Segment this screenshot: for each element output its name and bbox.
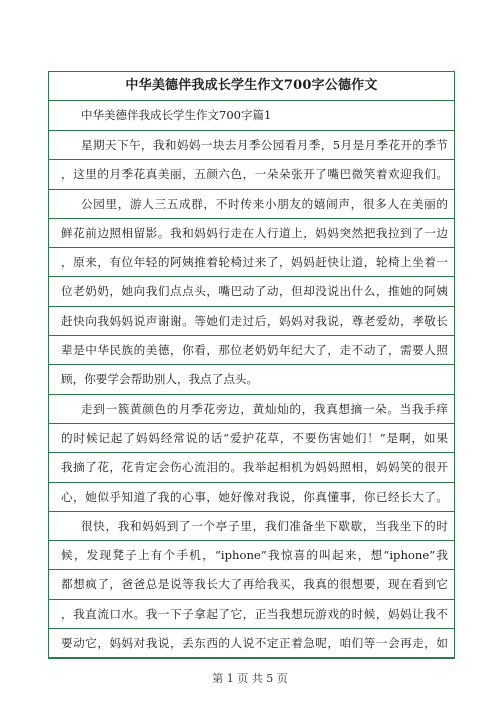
text-line: 顾，你要学会帮助别人，我点了点头。 (49, 365, 454, 394)
text-line: 候，发现凳子上有个手机，“iphone”我惊喜的叫起来，想“iphone”我 (49, 541, 454, 570)
document-body (49, 131, 454, 658)
document-sheet (48, 71, 455, 659)
text-line: ，我直流口水。我一下子拿起了它，正当我想玩游戏的时候，妈妈让我不 (49, 600, 454, 629)
text-line: 公园里，游人三五成群，不时传来小朋友的嬉闹声，很多人在美丽的 (49, 190, 454, 219)
text-line: 赶快向我妈妈说声谢谢。等她们走过后，妈妈对我说，尊老爱幼，孝敬长 (49, 307, 454, 336)
text-line: 心，她似乎知道了我的心事，她好像对我说，你真懂事，你已经长大了。 (49, 483, 454, 512)
text-line: 我摘了花，花肯定会伤心流泪的。我举起相机为妈妈照相，妈妈笑的很开 (49, 453, 454, 482)
text-line: 的时候记起了妈妈经常说的话“爱护花草，不要伤害她们！”是啊，如果 (49, 424, 454, 453)
text-line: 位老奶奶，她向我们点点头，嘴巴动了动，但却没说出什么，推她的阿姨 (49, 277, 454, 306)
text-line: 很快，我和妈妈到了一个亭子里，我们准备坐下歇歇，当我坐下的时 (49, 512, 454, 541)
text-line: 走到一簇黄颜色的月季花旁边，黄灿灿的，我真想摘一朵。当我手痒 (49, 395, 454, 424)
document-subtitle: 中华美德伴我成长学生作文700字篇1 (49, 101, 454, 131)
text-line: ，原来，有位年轻的阿姨推着轮椅过来了，妈妈赶快让道，轮椅上坐着一 (49, 248, 454, 277)
text-line: 星期天下午，我和妈妈一块去月季公园看月季，5月是月季花开的季节 (49, 131, 454, 160)
text-line: 要动它，妈妈对我说，丢东西的人说不定正着急呢，咱们等一会再走，如 (49, 629, 454, 658)
text-line: 鲜花前边照相留影。我和妈妈行走在人行道上，妈妈突然把我拉到了一边 (49, 219, 454, 248)
document-title: 中华美德伴我成长学生作文700字公德作文 (49, 72, 454, 101)
text-line: 辈是中华民族的美德，你看，那位老奶奶年纪大了，走不动了，需要人照 (49, 336, 454, 365)
page-footer: 第 1 页 共 5 页 (212, 672, 288, 685)
text-line: 都想疯了，爸爸总是说等我长大了再给我买，我真的很想要，现在看到它 (49, 570, 454, 599)
text-line: ，这里的月季花真美丽，五颜六色，一朵朵张开了嘴巴微笑着欢迎我们。 (49, 160, 454, 189)
